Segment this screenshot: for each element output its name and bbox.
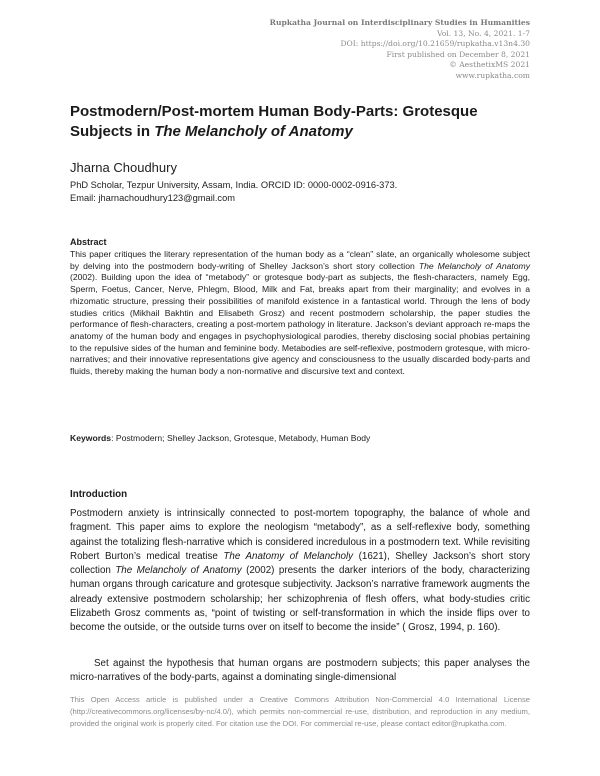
abstract-heading: Abstract <box>70 237 107 247</box>
abstract-text <box>70 249 530 378</box>
intro-p1-book-1: The Anatomy of Melancholy <box>223 550 354 562</box>
keywords-list: : Postmodern; Shelley Jackson, Grotesque, Metabody, Human Body <box>111 433 371 443</box>
intro-p1-part-c: (2002) presents the darker interiors of the body, characterizing human organs through caricature and grotesque subjectivity. Jackson’s narrative framework augments the already extensive postmodern scholarship; her schizophrenia of flesh offers, what body-studies critic Elizabeth Grosz comments as, “point of twisting or self-transformation in which the inside flips over to become the outside, or the outside turns over on itself to become the inside” ( Grosz, 1994, p. 160). <box>70 565 530 634</box>
title-line-2-prefix: Subjects in <box>70 123 155 140</box>
keywords <box>70 433 370 443</box>
journal-website[interactable]: www.rupkatha.com <box>455 70 530 80</box>
license-footnote: This Open Access article is published under a Creative Commons Attribution Non-Commercial 4.0 International License (http://creativecommons.org/licenses/by-nc/4.0/), which permits non-commercial re-use, distribution, and reproduction in any medium, provided the original work is properly cited. For citation use the DOI. For commercial re-use, please contact editor@rupkatha.com. <box>70 695 530 728</box>
intro-p1-part-a: Postmodern anxiety is intrinsically connected to post-mortem topography, the balance of whole and fragment. This paper aims to explore the neologism “metabody”, as a self-reflexive body, something against the totalizing flesh-narrative which is considered incredulous in a postmodern text. While revisiting Robert Burton’s medical treatise <box>70 508 530 562</box>
keywords-label: Keywords <box>70 433 112 443</box>
journal-copyright: © AesthetixMS 2021 <box>449 60 530 70</box>
journal-doi[interactable]: DOI: https://doi.org/10.21659/rupkatha.v13n4.30 <box>340 39 530 49</box>
intro-p1-book-2: The Melancholy of Anatomy <box>115 565 242 577</box>
introduction-paragraph-1 <box>70 507 530 636</box>
intro-p1-part-b: (1621), Shelley Jackson’s short story collection <box>70 550 530 577</box>
introduction-heading: Introduction <box>70 489 128 500</box>
abstract-part-2: (2002). Building upon the idea of “metabody” or grotesque body-part as subjects, the flesh-characters, namely Egg, Sperm, Foetus, Cancer, Nerve, Phlegm, Blood, Milk and Fat, breaks apart from their marginality; and evolves in a rhizomatic structure, pressing their possibilities of manifold existence in a fantastical world. Through the lens of body studies critics (Mikhail Bakhtin and Elisabeth Grosz) and recent postmodern scholarship, the paper studies the performance of flesh-characters, creating a post-mortem pathology in literature. Jackson’s deviant approach re-maps the anatomy of the human body and engages in psychophysiological parodies, thereby disclosing social phobias pertaining to the repulsive sides of the human and feminine body. Metabodies are self-reflexive, postmodern grotesque, with micro-narratives; and their innovative representations give agency and consciousness to the usually discarded body-parts and fluids, thereby making the human body a non-normative and discursive text and context. <box>70 272 530 377</box>
journal-header <box>270 18 530 82</box>
author-email[interactable]: Email: jharnachoudhury123@gmail.com <box>70 193 235 203</box>
author-affiliation: PhD Scholar, Tezpur University, Assam, India. ORCID ID: 0000-0002-0916-373. <box>70 180 398 190</box>
journal-volume: Vol. 13, No. 4, 2021. 1-7 <box>436 28 530 38</box>
journal-published-date: First published on December 8, 2021 <box>386 49 530 59</box>
author-name: Jharna Choudhury <box>70 160 177 175</box>
paper-title <box>70 102 530 142</box>
abstract-book-title: The Melancholy of Anatomy <box>418 260 530 271</box>
title-book-name: The Melancholy of Anatomy <box>154 123 353 140</box>
title-line-1: Postmodern/Post-mortem Human Body-Parts: Grotesque <box>70 103 478 120</box>
abstract-part-1: This paper critiques the literary representation of the human body as a “clean” slate, an organically wholesome subject by delving into the postmodern body-writing of Shelley Jackson’s short story collection <box>70 249 530 271</box>
journal-name: Rupkatha Journal on Interdisciplinary Studies in Humanities <box>269 18 530 27</box>
introduction-paragraph-2: Set against the hypothesis that human organs are postmodern subjects; this paper analyses the micro-narratives of the body-parts, against a dominating single-dimensional <box>70 658 530 684</box>
